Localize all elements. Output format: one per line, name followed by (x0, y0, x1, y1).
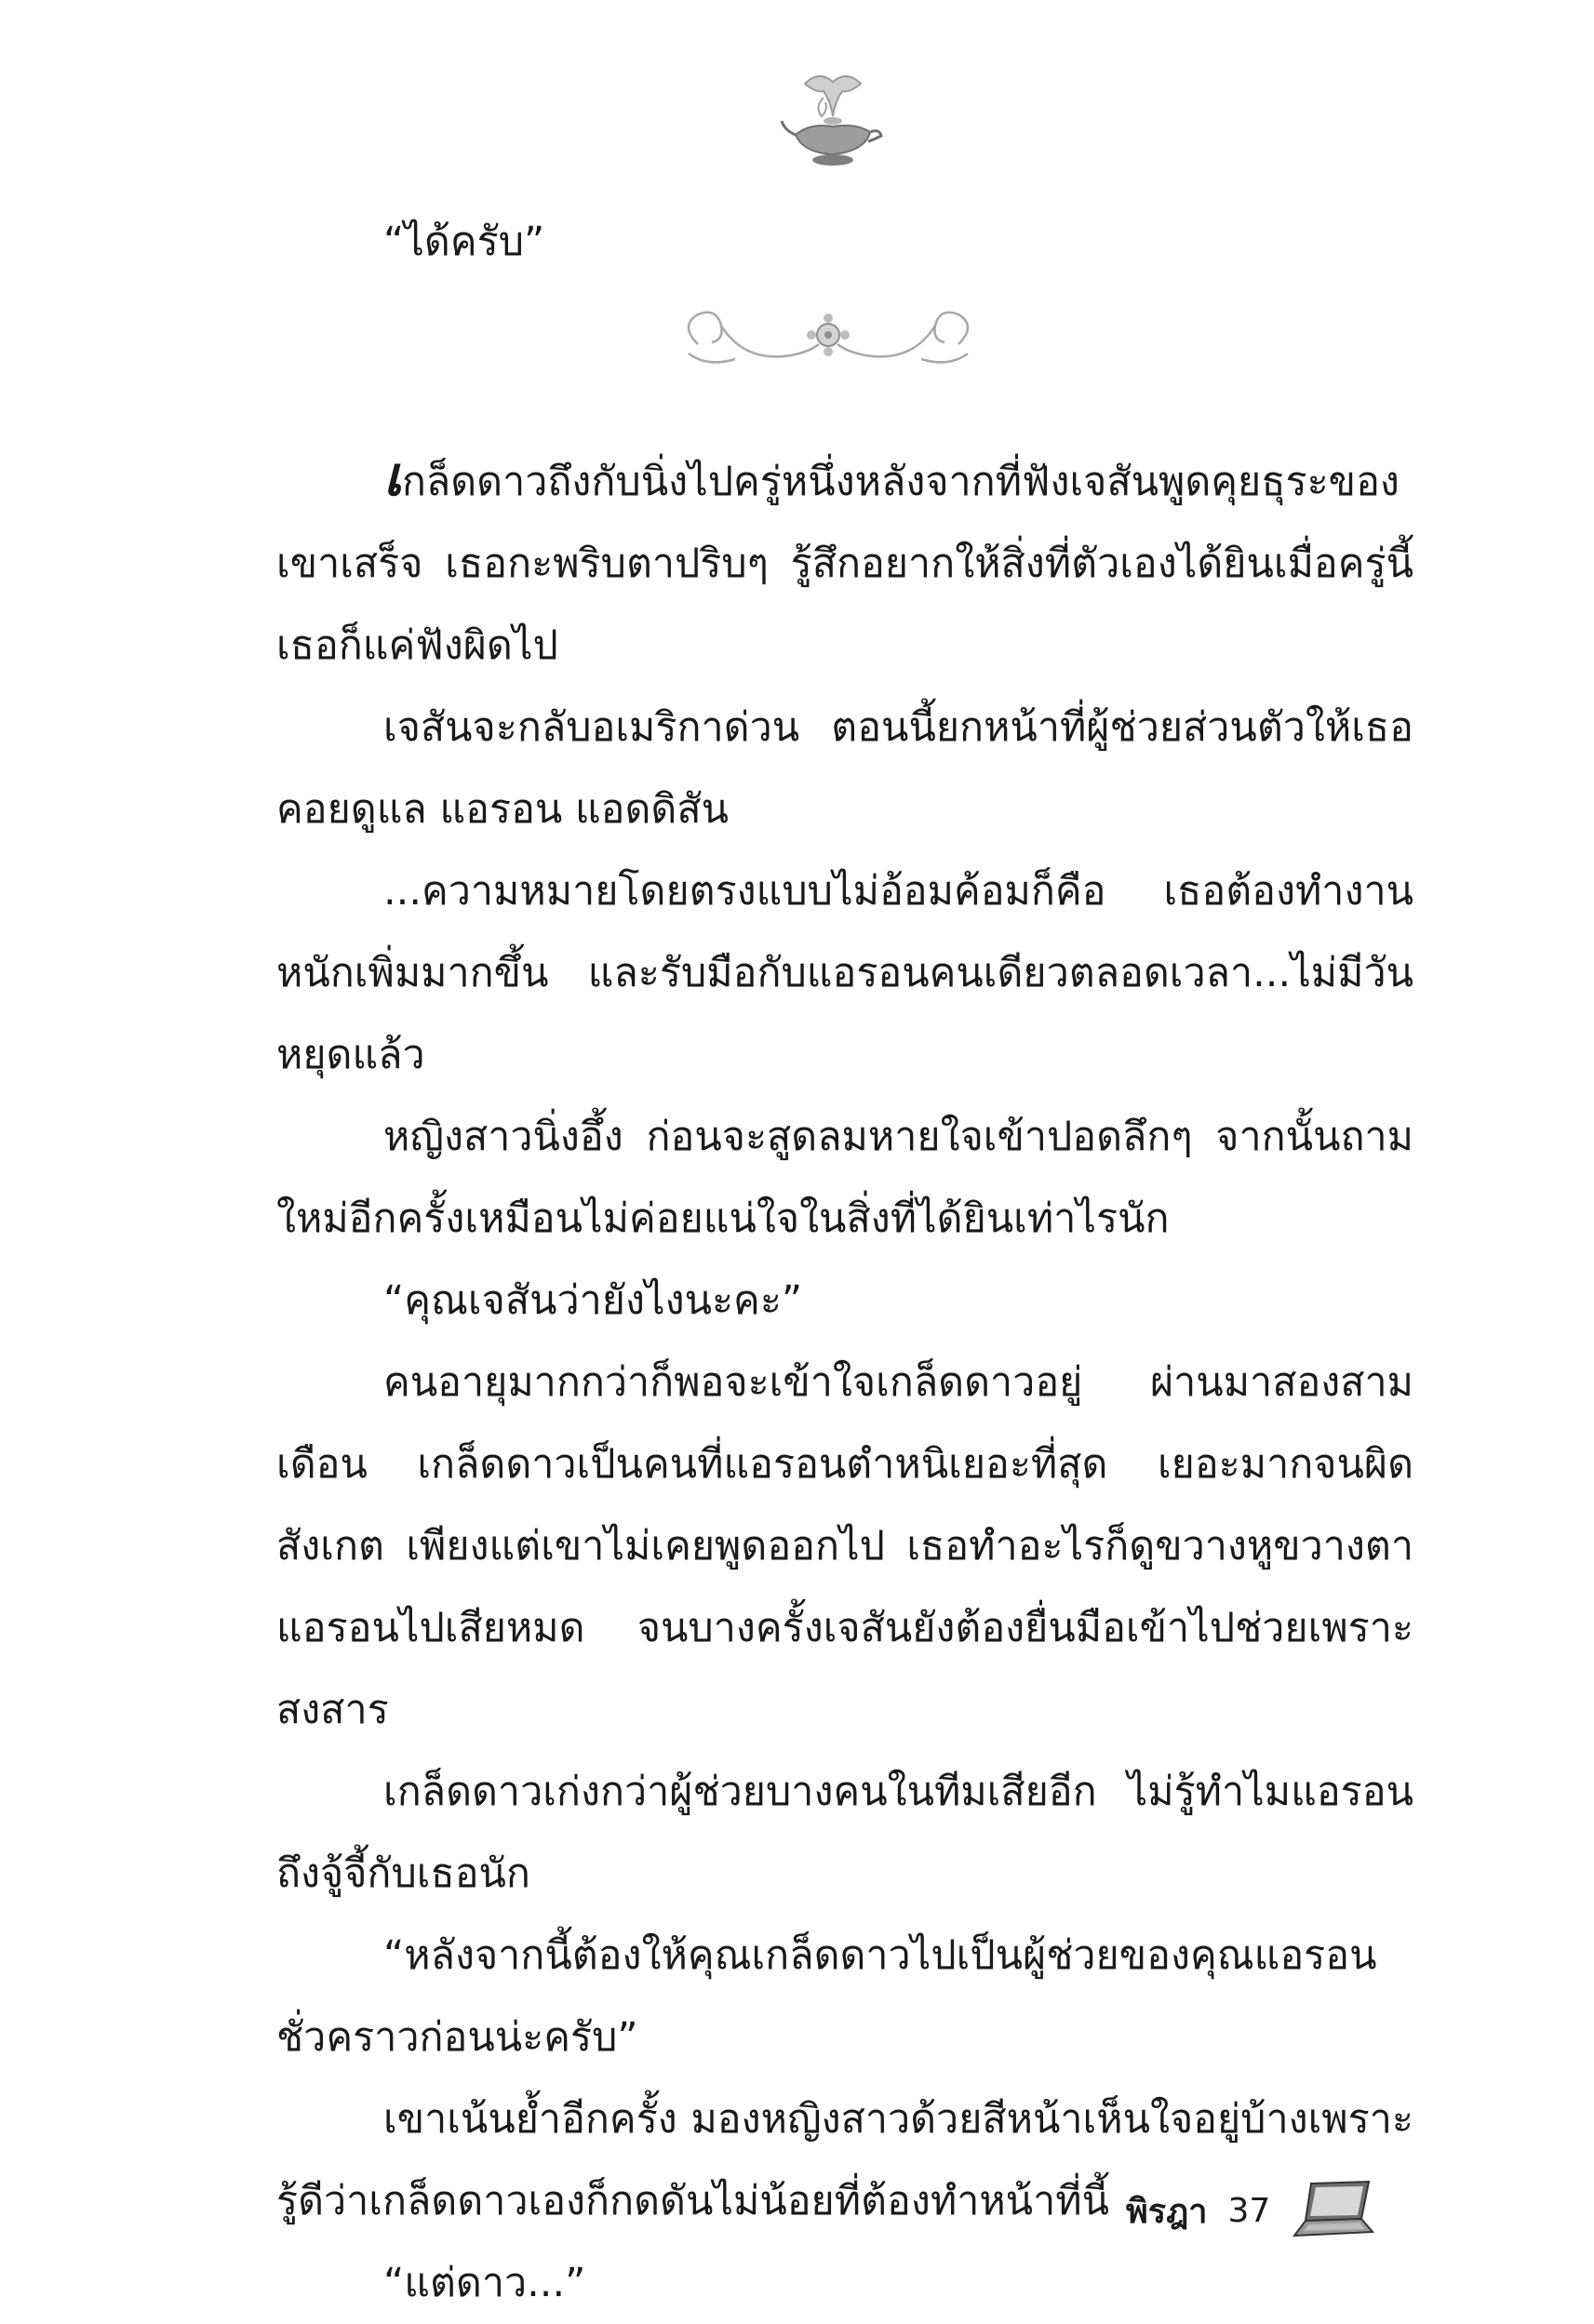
magic-lamp-icon (777, 65, 889, 177)
paragraph: คนอายุมากกว่าก็พอจะเข้าใจเกล็ดดาวอยู่ ผ่านมาสองสามเดือน เกล็ดดาวเป็นคนที่แอรอนตำหนิเยอะที่สุด เยอะมากจนผิดสังเกต เพียงแต่เขาไม่เคยพูดออกไป เธอทำอะไรก็ดูขวางหูขวางตาแอรอนไปเสียหมด จนบางครั้งเจสันยังต้องยื่นมือเข้าไปช่วยเพราะสงสาร (276, 1359, 1413, 1733)
paragraph: ...ความหมายโดยตรงแบบไม่อ้อมค้อมก็คือ เธอต้องทำงานหนักเพิ่มมากขึ้น และรับมือกับแอรอนคนเดียวตลอดเวลา...ไม่มีวันหยุดแล้ว (276, 868, 1413, 1078)
story-body (276, 435, 1413, 2324)
paragraph: เขาเน้นย้ำอีกครั้ง มองหญิงสาวด้วยสีหน้าเห็นใจอยู่บ้างเพราะรู้ดีว่าเกล็ดดาวเองก็กดดันไม่น้อยที่ต้องทำหน้าที่นี้ (276, 2096, 1413, 2224)
paragraph: หญิงสาวนิ่งอึ้ง ก่อนจะสูดลมหายใจเข้าปอดลึกๆ จากนั้นถามใหม่อีกครั้งเหมือนไม่ค่อยแน่ใจในสิ่งที่ได้ยินเท่าไรนัก (276, 1114, 1413, 1242)
page-footer (1126, 2173, 1374, 2248)
paragraph: “คุณเจสันว่ายังไงนะคะ” (383, 1277, 803, 1324)
paragraph: เจสันจะกลับอเมริกาด่วน ตอนนี้ยกหน้าที่ผู้ช่วยส่วนตัวให้เธอคอยดูแล แอรอน แอดดิสัน (276, 704, 1413, 833)
paragraph: เกล็ดดาวเก่งกว่าผู้ช่วยบางคนในทีมเสียอีก ไม่รู้ทำไมแอรอนถึงจู้จี้กับเธอนัก (276, 1769, 1413, 1897)
author-name: พิรฎา (1126, 2192, 1208, 2231)
paragraph-text: กล็ดดาวถึงกับนิ่งไปครู่หนึ่งหลังจากที่ฟังเจสันพูดคุยธุระของเขาเสร็จ เธอกะพริบตาปริบๆ รู้สึกอยากให้สิ่งที่ตัวเองได้ยินเมื่อครู่นี้เธอก็แค่ฟังผิดไป (276, 459, 1413, 669)
drop-initial: เ (383, 445, 402, 508)
paragraph: “หลังจากนี้ต้องให้คุณเกล็ดดาวไปเป็นผู้ช่วยของคุณแอรอนชั่วคราวก่อนน่ะครับ” (276, 1932, 1377, 2061)
paragraph: “แต่ดาว...” (383, 2260, 586, 2306)
opening-dialogue: “ได้ครับ” (383, 219, 545, 265)
floral-divider-icon (670, 298, 986, 381)
paragraph (276, 435, 1413, 687)
page-number: 37 (1227, 2191, 1271, 2230)
laptop-icon (1291, 2178, 1374, 2243)
